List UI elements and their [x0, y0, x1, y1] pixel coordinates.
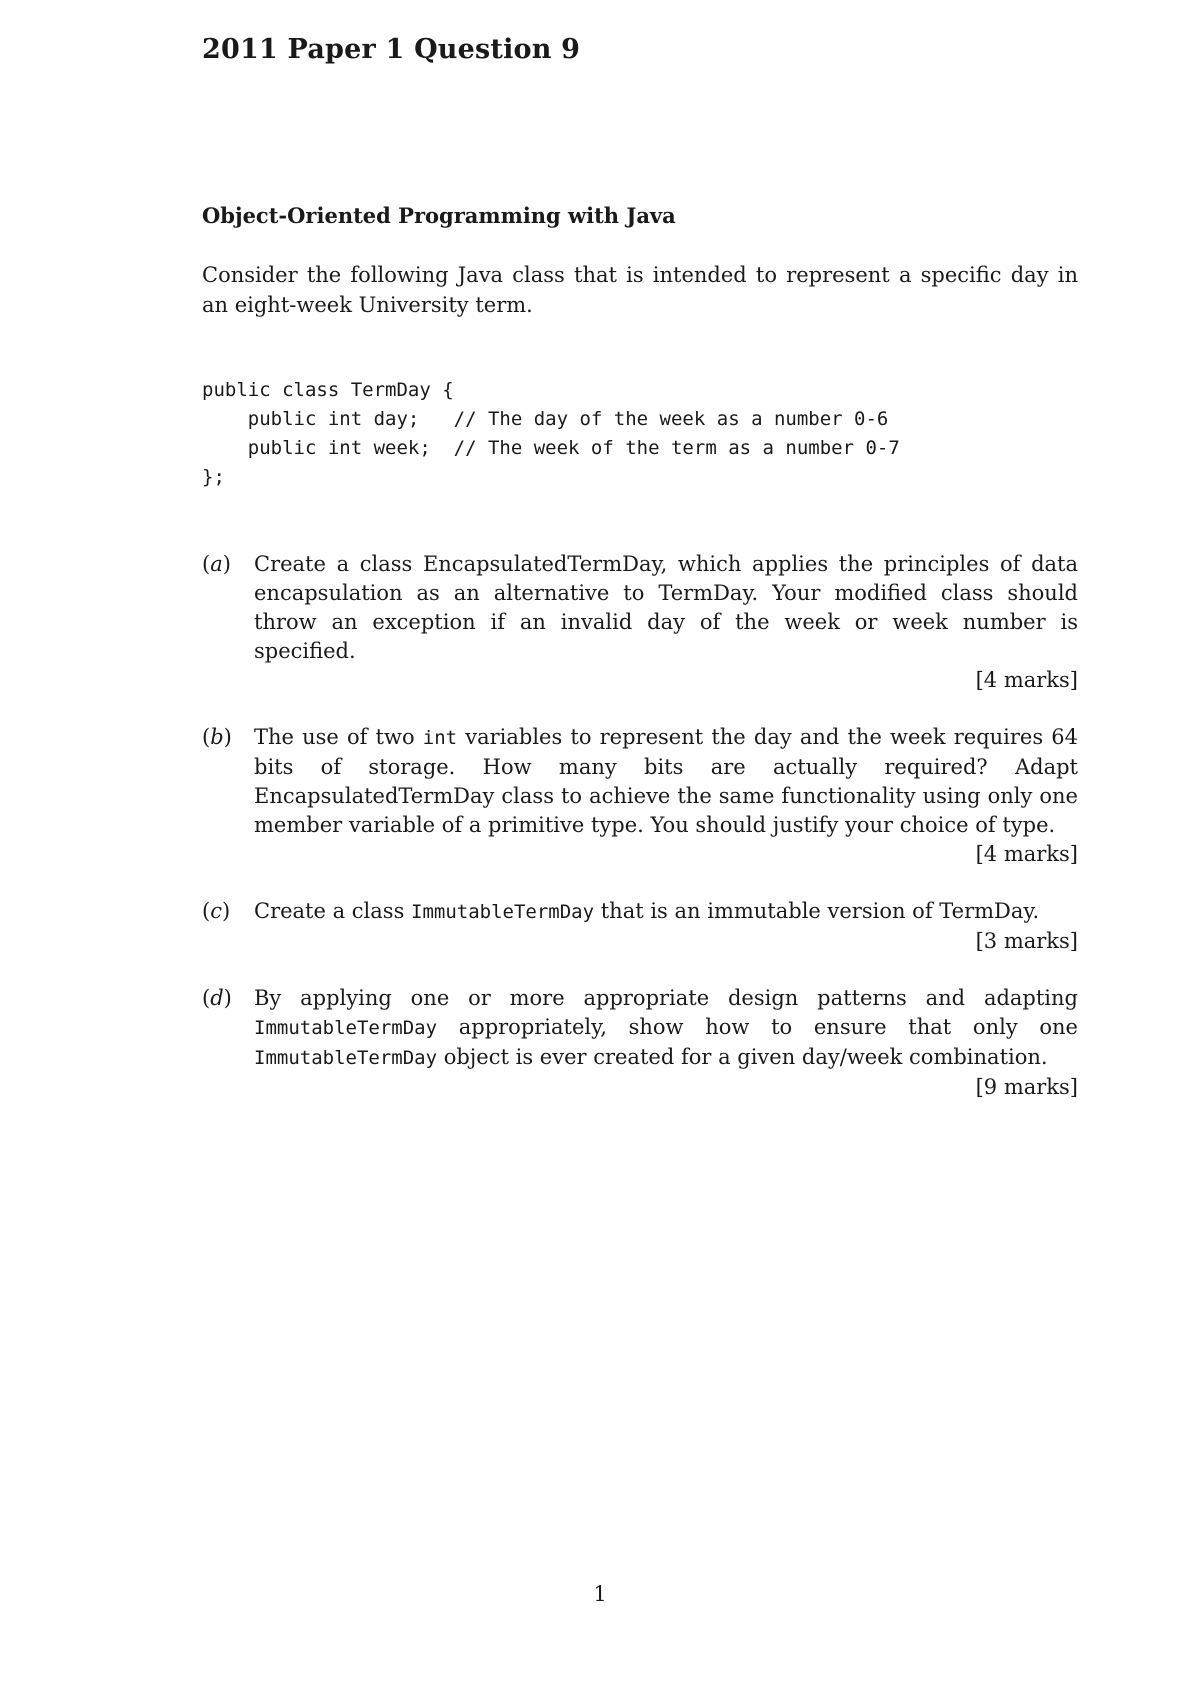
- inline-code: ImmutableTermDay: [254, 1017, 438, 1039]
- page-number: 1: [593, 1582, 607, 1606]
- question-b: [202, 723, 1078, 869]
- question-text: [254, 550, 1078, 666]
- question-c: [202, 897, 1078, 956]
- question-letter: d: [210, 986, 224, 1010]
- inline-code: ImmutableTermDay: [411, 901, 595, 923]
- question-label: (b): [202, 725, 232, 749]
- question-text-part: Create a class: [254, 899, 412, 923]
- question-text-part: that is an immutable version of TermDay.: [594, 899, 1040, 923]
- question-letter: b: [210, 725, 224, 749]
- code-line: public int day; // The day of the week as a number 0-6: [202, 408, 889, 430]
- question-marks: [9 marks]: [975, 1075, 1078, 1099]
- question-a: [202, 550, 1078, 695]
- question-letter: a: [210, 552, 223, 576]
- code-line: public int week; // The week of the term as a number 0-7: [202, 437, 900, 459]
- code-line: };: [202, 466, 225, 488]
- inline-code: ImmutableTermDay: [254, 1047, 438, 1069]
- question-marks: [4 marks]: [975, 668, 1078, 692]
- question-letter: c: [210, 899, 222, 923]
- question-label: (c): [202, 899, 231, 923]
- question-text: [254, 984, 1078, 1073]
- question-marks: [3 marks]: [975, 929, 1078, 953]
- question-marks: [4 marks]: [975, 842, 1078, 866]
- section-title: Object-Oriented Programming with Java: [202, 203, 676, 228]
- code-block: [202, 376, 900, 492]
- question-text-part: appropriately, show how to ensure that only one: [437, 1015, 1078, 1039]
- question-list: [202, 550, 1078, 1130]
- question-text: [254, 897, 1078, 927]
- question-d: [202, 984, 1078, 1102]
- question-text: [254, 723, 1078, 840]
- question-text-part: object is ever created for a given day/week combination.: [437, 1045, 1048, 1069]
- inline-code: int: [422, 727, 458, 749]
- question-text-part: Create a class EncapsulatedTermDay, which applies the principles of data encapsulation as an alternative to TermDay. Your modified class should throw an exception if an invalid day of the week or week number is specified.: [254, 552, 1078, 663]
- question-text-part: variables to represent the day and the week requires 64 bits of storage. How many bits are actually required? Adapt EncapsulatedTermDay class to achieve the same functionality using only one member variable of a primitive type. You should justify your choice of type.: [254, 725, 1078, 837]
- page-header-title: 2011 Paper 1 Question 9: [202, 34, 581, 65]
- intro-paragraph: Consider the following Java class that is intended to represent a specific day in an eight-week University term.: [202, 263, 1078, 317]
- question-text-part: By applying one or more appropriate design patterns and adapting: [254, 986, 1078, 1010]
- question-label: (d): [202, 986, 232, 1010]
- question-text-part: The use of two: [254, 725, 423, 749]
- question-label: (a): [202, 552, 231, 576]
- code-line: public class TermDay {: [202, 379, 454, 401]
